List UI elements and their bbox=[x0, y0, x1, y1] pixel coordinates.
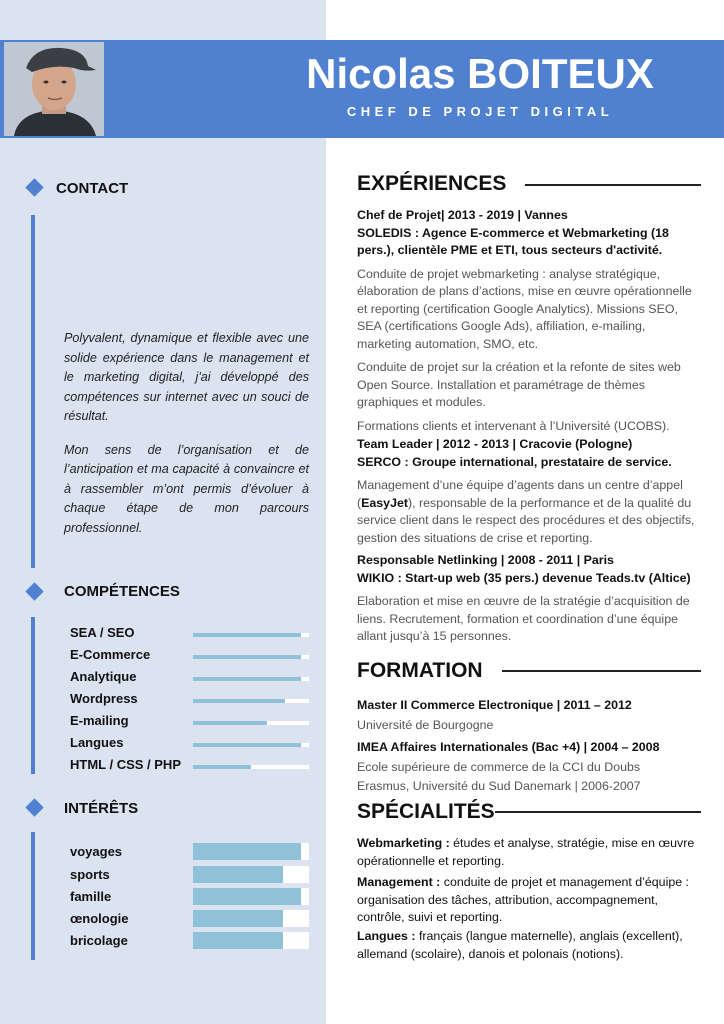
profile-photo bbox=[4, 42, 104, 136]
skill-item bbox=[70, 666, 310, 688]
formation-heading: FORMATION bbox=[357, 659, 483, 682]
job-title: CHEF DE PROJET DIGITAL bbox=[346, 104, 614, 119]
interest-label: sports bbox=[70, 867, 110, 882]
interest-label: voyages bbox=[70, 844, 123, 859]
skill-item bbox=[70, 732, 310, 754]
contact-heading: CONTACT bbox=[56, 180, 129, 197]
skill-level-track bbox=[193, 699, 309, 703]
interest-level-bar bbox=[193, 843, 301, 860]
experiences-heading: EXPÉRIENCES bbox=[357, 172, 507, 195]
formation-master bbox=[357, 697, 702, 734]
skill-level-bar bbox=[193, 655, 301, 659]
skill-item bbox=[70, 622, 310, 644]
interest-level-bar bbox=[193, 910, 283, 927]
specialites-rule bbox=[495, 811, 701, 813]
experience-description: Management d’une équipe d’agents dans un centre d’appel (EasyJet), responsable de la performance et de la qualité du service client dans le respect des procédures et des objectifs, gestion des situations de crise et reporting. bbox=[357, 478, 695, 545]
skill-level-track bbox=[193, 743, 309, 747]
about-text bbox=[64, 329, 309, 552]
interest-level-track bbox=[193, 866, 309, 883]
experience-description: Conduite de projet webmarketing : analyse stratégique, élaboration de plans d’actions, mise en œuvre opérationnelle et reporting (certification Google Analytics). Missions SEO, SEA (certifications Google Ads), affiliation, e-mailing, marketing automation, SMO, etc. bbox=[357, 266, 692, 351]
experience-company: SOLEDIS : Agence E-commerce et Webmarketing (18 pers.), clientèle PME et ETI, tous secteurs d'activité. bbox=[357, 225, 669, 257]
skill-item bbox=[70, 644, 310, 666]
interest-level-track bbox=[193, 910, 309, 927]
skills-heading: COMPÉTENCES bbox=[64, 583, 180, 600]
formation-school: Université de Bourgogne bbox=[357, 717, 494, 732]
specialite-management: Management : conduite de projet et management d’équipe : organisation des tâches, attribution, accompagnement, contrôle, suivi et reporting. bbox=[357, 875, 689, 924]
skill-level-bar bbox=[193, 677, 301, 681]
contact-divider bbox=[31, 215, 35, 568]
skill-level-track bbox=[193, 677, 309, 681]
interest-level-bar bbox=[193, 932, 283, 949]
skill-label: E-Commerce bbox=[70, 647, 151, 662]
formation-school: Ecole supérieure de commerce de la CCI du Doubs bbox=[357, 759, 641, 774]
specialites-heading: SPÉCIALITÉS bbox=[357, 800, 495, 823]
interest-label: bricolage bbox=[70, 933, 128, 948]
experience-title: Team Leader | 2012 - 2013 | Cracovie (Pologne) bbox=[357, 437, 633, 451]
formation-exchange: Erasmus, Université du Sud Danemark | 2006-2007 bbox=[357, 779, 641, 793]
specialite-webmarketing: Webmarketing : études et analyse, stratégie, mise en œuvre opérationnelle et reporting. bbox=[357, 836, 695, 868]
interests-divider bbox=[31, 832, 35, 960]
experience-title: Chef de Projet| 2013 - 2019 | Vannes bbox=[357, 208, 568, 222]
interest-level-track bbox=[193, 843, 309, 860]
header-banner bbox=[0, 40, 724, 138]
skill-label: SEA / SEO bbox=[70, 625, 135, 640]
skill-label: E-mailing bbox=[70, 713, 129, 728]
experience-description: Formations clients et intervenant à l’Université (UCOBS). bbox=[357, 418, 670, 433]
interest-level-bar bbox=[193, 866, 283, 883]
skill-level-track bbox=[193, 765, 309, 769]
skill-item bbox=[70, 710, 310, 732]
experience-title: Responsable Netlinking | 2008 - 2011 | Paris bbox=[357, 553, 614, 567]
about-paragraph-1: Polyvalent, dynamique et flexible avec une solide expérience dans le management et le marketing digital, j'ai développé des compétences sur internet avec un souci de résultat. bbox=[64, 331, 309, 423]
interest-item bbox=[70, 886, 310, 908]
skill-item bbox=[70, 688, 310, 710]
skill-level-bar bbox=[193, 699, 285, 703]
skill-label: Analytique bbox=[70, 669, 137, 684]
specialite-langues: Langues : français (langue maternelle), anglais (excellent), allemand (scolaire), danois et polonais (notions). bbox=[357, 929, 683, 961]
skill-label: Langues bbox=[70, 735, 124, 750]
skill-level-bar bbox=[193, 633, 301, 637]
interest-item bbox=[70, 930, 310, 952]
interest-item bbox=[70, 864, 310, 886]
experiences-rule bbox=[525, 184, 701, 186]
interest-label: œnologie bbox=[70, 911, 129, 926]
formation-rule bbox=[502, 670, 701, 672]
experience-serco bbox=[357, 436, 702, 547]
interests-heading: INTÉRÊTS bbox=[64, 800, 139, 817]
experience-company: WIKIO : Start-up web (35 pers.) devenue Teads.tv (Altice) bbox=[357, 570, 691, 585]
skill-level-track bbox=[193, 655, 309, 659]
skills-divider bbox=[31, 617, 35, 774]
interest-level-bar bbox=[193, 888, 301, 905]
formation-degree: IMEA Affaires Internationales (Bac +4) | 2004 – 2008 bbox=[357, 740, 660, 754]
skill-level-bar bbox=[193, 721, 267, 725]
formation-imea bbox=[357, 739, 702, 796]
candidate-name: Nicolas BOITEUX bbox=[306, 50, 654, 97]
interest-label: famille bbox=[70, 889, 112, 904]
skill-level-bar bbox=[193, 743, 301, 747]
experience-wikio bbox=[357, 552, 702, 646]
skill-level-track bbox=[193, 633, 309, 637]
skill-level-track bbox=[193, 721, 309, 725]
interest-level-track bbox=[193, 888, 309, 905]
formation-degree: Master II Commerce Electronique | 2011 – 2012 bbox=[357, 698, 632, 712]
skill-label: Wordpress bbox=[70, 691, 138, 706]
skill-label: HTML / CSS / PHP bbox=[70, 757, 181, 772]
about-paragraph-2: Mon sens de l’organisation et de l’anticipation et ma capacité à convaincre et à rassembler m’ont permis d’évoluer à chaque étape de mon parcours professionnel. bbox=[64, 442, 309, 535]
experience-description: Conduite de projet sur la création et la refonte de sites web Open Source. Installation et paramétrage de thèmes graphiques et modules. bbox=[357, 360, 681, 409]
skill-item bbox=[70, 754, 310, 776]
skill-level-bar bbox=[193, 765, 251, 769]
experience-description: Elaboration et mise en œuvre de la stratégie d’acquisition de liens. Recrutement, formation et coordination d’une équipe allant jusqu’à 15 personnes. bbox=[357, 594, 690, 643]
experience-company: SERCO : Groupe international, prestataire de service. bbox=[357, 454, 672, 469]
experience-soledis bbox=[357, 207, 702, 435]
interest-level-track bbox=[193, 932, 309, 949]
interest-item bbox=[70, 841, 310, 863]
interest-item bbox=[70, 908, 310, 930]
